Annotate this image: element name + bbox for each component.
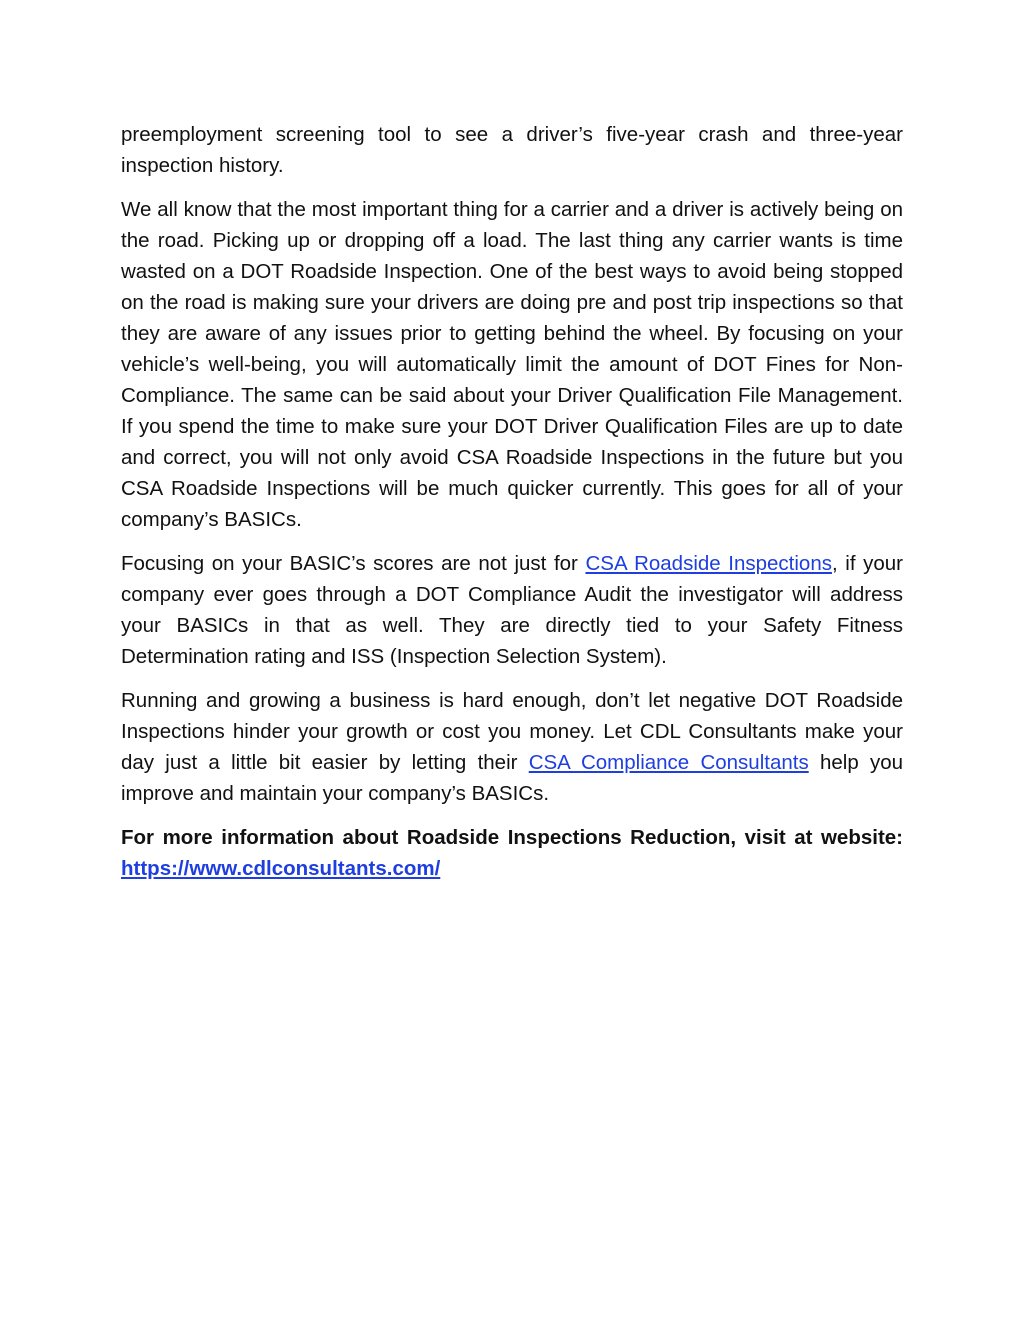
paragraph-screening-history [121,119,903,181]
paragraph-text-before-link: Focusing on your BASIC’s scores are not just for [121,552,586,575]
document-page [121,119,903,897]
paragraph-text-after-link: , if your company ever goes through a DOT Compliance Audit the investigator will address your BASICs in that as well. They are directly tied to your Safety Fitness Determination rating and ISS (Inspection Selection System). [121,552,903,668]
paragraph-text: We all know that the most important thing for a carrier and a driver is actively being on the road. Picking up or dropping off a load. The last thing any carrier wants is time wasted on a DOT Roadside Inspection. One of the best ways to avoid being stopped on the road is making sure your drivers are doing pre and post trip inspections so that they are aware of any issues prior to getting behind the wheel. By focusing on your vehicle’s well-being, you will automatically limit the amount of DOT Fines for Non-Compliance. The same can be said about your Driver Qualification File Management. If you spend the time to make sure your DOT Driver Qualification Files are up to date and correct, you will not only avoid CSA Roadside Inspections in the future but you CSA Roadside Inspections will be much quicker currently. This goes for all of your company’s BASICs. [121,198,903,531]
paragraph-text: preemployment screening tool to see a driver’s five-year crash and three-year inspection history. [121,123,903,177]
paragraph-text-before-link: Running and growing a business is hard enough, don’t let negative DOT Roadside Inspections hinder your growth or cost you money. Let CDL Consultants make your day just a little bit easier by letting their [121,689,903,774]
csa-compliance-consultants-link[interactable]: CSA Compliance Consultants [528,751,809,774]
footer-text: For more information about Roadside Inspections Reduction, visit at website: [121,826,903,849]
website-url-link[interactable]: https://www.cdlconsultants.com/ [121,857,441,880]
paragraph-basic-scores [121,548,903,672]
paragraph-growing-business [121,685,903,809]
paragraph-text-after-link: help you improve and maintain your company’s BASICs. [121,751,904,805]
csa-roadside-inspections-link[interactable]: CSA Roadside Inspections [585,552,832,575]
footer-more-information [121,822,903,884]
paragraph-road-inspections [121,194,903,535]
